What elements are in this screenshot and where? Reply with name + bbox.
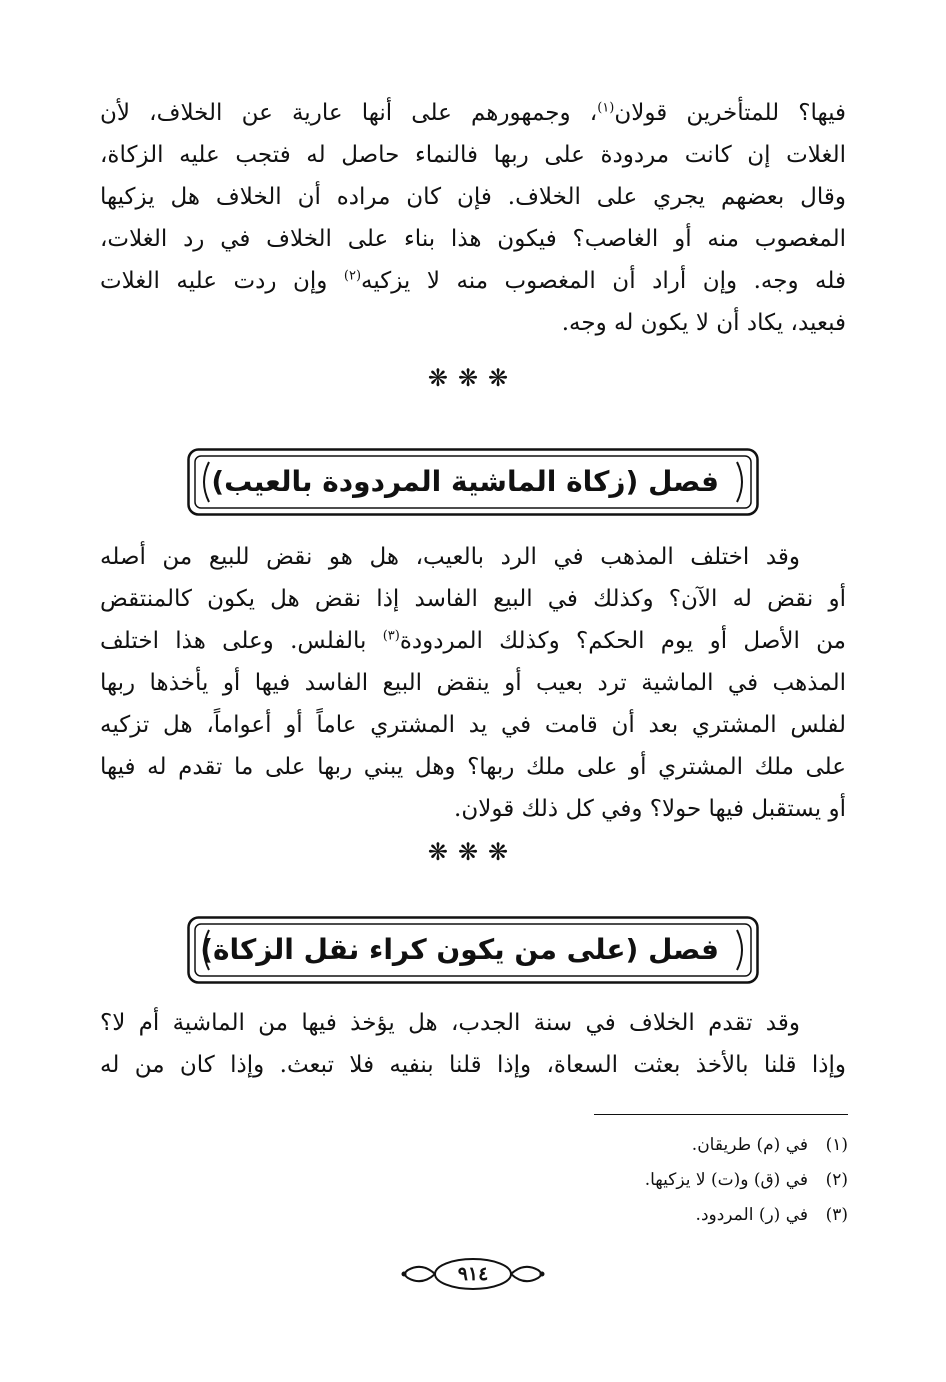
footnotes [560,1128,848,1233]
footnote-divider [594,1114,848,1115]
footnote-ref: (٣) [382,628,400,644]
paragraph-3 [100,1002,846,1086]
footnote: (٢)في (ق) و(ت) لا يزكيها. [644,1170,848,1190]
section-separator: ❋❋❋ [427,364,519,392]
text-line: لفلس المشتري بعد أن قامت في يد المشتري عاماً أو أعواماً، هل تزكيه [100,712,846,738]
text-line: فيها؟ للمتأخرين قولان$^{(١)}$، وجمهورهم على أنها عارية عن الخلاف، لأن [100,100,846,126]
text-line: المذهب في الماشية ترد بعيب أو ينقض البيع الفاسد فيها أو يأخذها ربها [100,670,846,696]
paragraph-1 [100,92,846,344]
text-line: وإذا قلنا بالأخذ بعثت السعاة، وإذا قلنا بنفيه فلا تبعث. وإذا كان من له [100,1052,846,1078]
section-heading-frame [187,916,759,984]
section-separator: ❋❋❋ [427,838,519,866]
footnote-ref: (١) [597,100,615,116]
text-line: أو يستقبل فيها حولا؟ وفي كل ذلك قولان. [454,796,846,822]
section-heading-frame [187,448,759,516]
text-line: وقد اختلف المذهب في الرد بالعيب، هل هو نقض للبيع من أصله [100,544,800,570]
section-heading: فصل (زكاة الماشية المردودة بالعيب) [211,465,719,498]
footnote: (٣)في (ر) المردود. [695,1205,848,1225]
footnote-ref: (٢) [343,268,362,284]
footnote: (١)في (م) طريقان. [691,1135,848,1155]
text-line: الغلات إن كانت مردودة على ربها فالنماء حاصل له فتجب عليه الزكاة، [100,142,846,168]
page-number-ornament [398,1254,548,1294]
text-line: وقال بعضهم يجري على الخلاف. فإن كان مراده أن الخلاف هل يزكيها [100,184,846,210]
text-line: فله وجه. وإن أراد أن المغصوب منه لا يزكيه$^{(٢)}$ وإن ردت عليه الغلات [100,268,846,294]
section-heading: فصل (على من يكون كراء نقل الزكاة) [200,933,719,966]
page-number: ٩١٤ [457,1263,489,1285]
text-line: على ملك المشتري أو على ملك ربها؟ وهل يبني ربها على ما تقدم له فيها [100,754,846,780]
paragraph-2 [100,536,846,830]
text-line: فبعيد، يكاد أن لا يكون له وجه. [561,310,846,336]
text-line: من الأصل أو يوم الحكم؟ وكذلك المردودة$^{(٣)}$ بالفلس. وعلى هذا اختلف [100,628,846,654]
text-line: وقد تقدم الخلاف في سنة الجدب، هل يؤخذ فيها من الماشية أم لا؟ [100,1010,800,1036]
text-line: المغصوب منه أو الغاصب؟ فيكون هذا بناء على الخلاف في رد الغلات، [100,226,846,252]
text-line: أو نقض له الآن؟ وكذلك في البيع الفاسد إذا نقض هل يكون كالمنتقض [100,586,846,612]
